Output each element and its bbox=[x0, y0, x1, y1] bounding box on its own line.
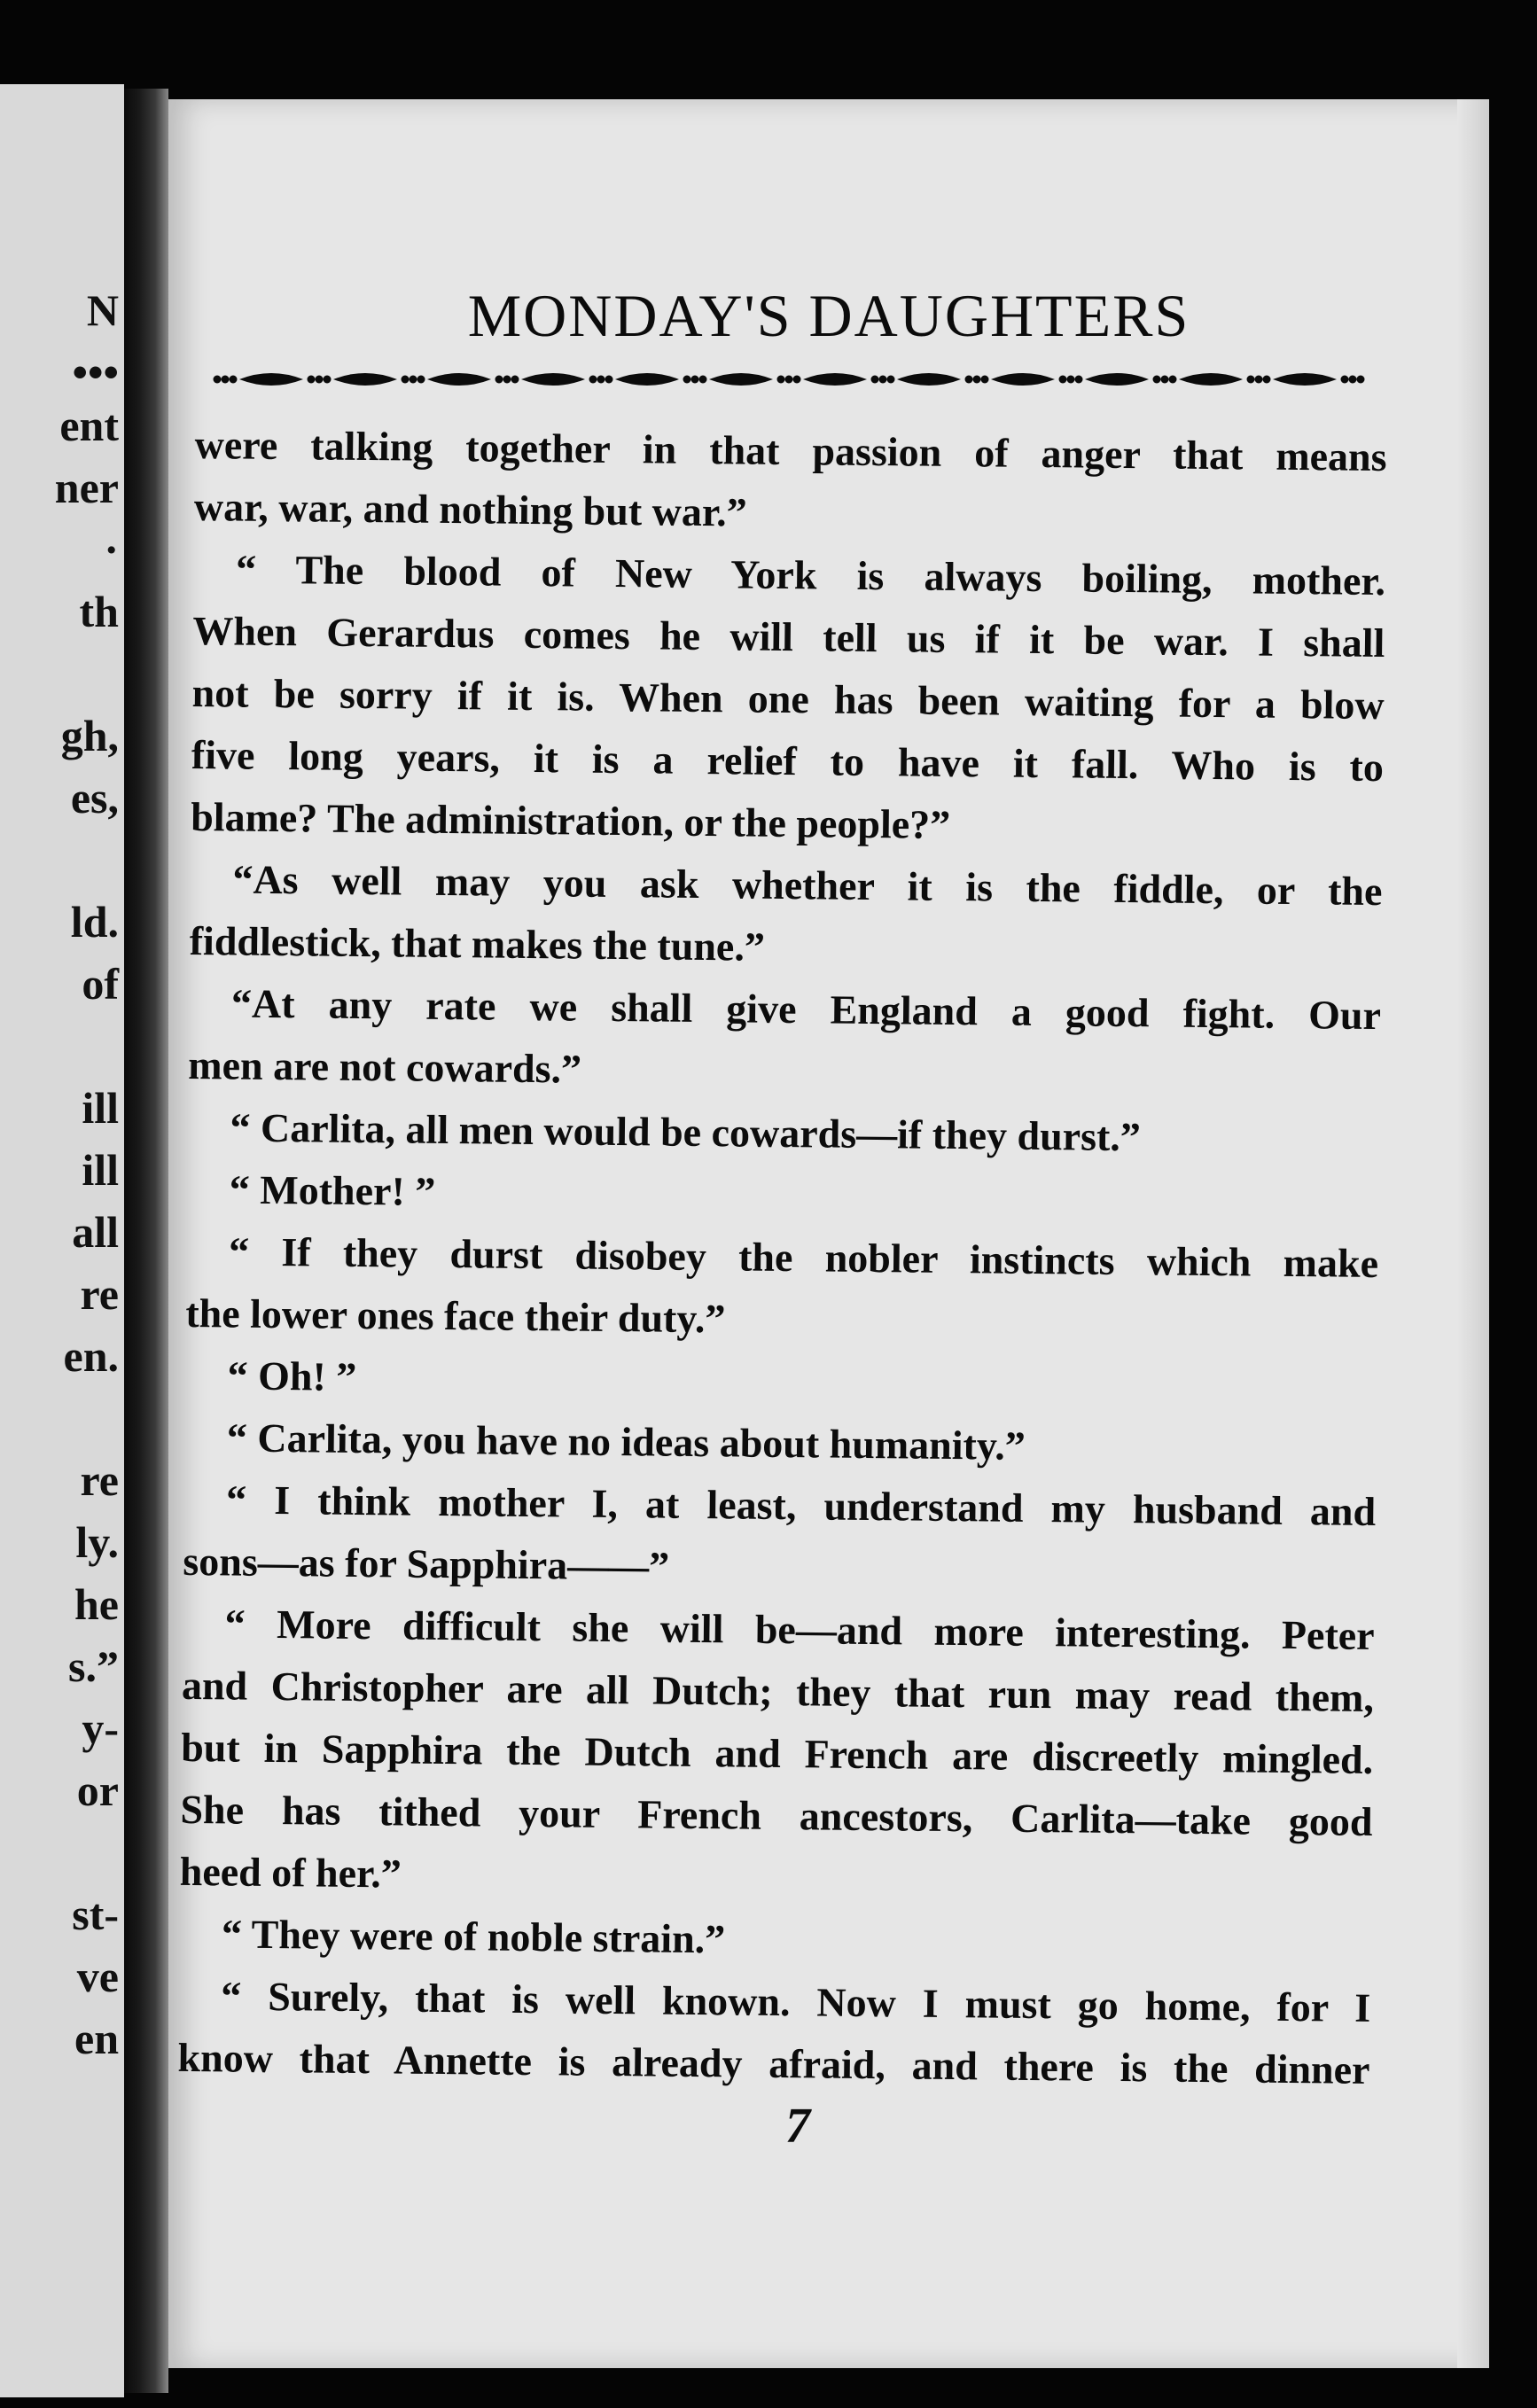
previous-page-fragment: ve bbox=[76, 1952, 119, 2001]
book-gutter bbox=[124, 89, 168, 2393]
previous-page-fragment: en bbox=[74, 2014, 119, 2063]
text-line: and Christopher are all Dutch; they that run may read them, bbox=[181, 1662, 1375, 1721]
previous-page-fragment: ill bbox=[82, 1145, 119, 1195]
text-line: “ More difficult she will be—and more interesting. Peter bbox=[224, 1601, 1375, 1659]
text-line: not be sorry if it is. When one has been waiting for a blow bbox=[191, 669, 1385, 729]
text-line: fiddlestick, that makes the tune.” bbox=[189, 917, 766, 970]
text-line: “ Oh! ” bbox=[227, 1352, 357, 1399]
text-line: “ Carlita, you have no ideas about humanity.” bbox=[226, 1414, 1026, 1469]
previous-page-fragment: es, bbox=[70, 773, 119, 822]
text-line: “As well may you ask whether it is the fiddle, or the bbox=[232, 856, 1383, 915]
text-line: sons—as for Sapphira——” bbox=[183, 1538, 670, 1589]
previous-page-edge bbox=[0, 84, 124, 2397]
previous-page-fragment: all bbox=[72, 1207, 119, 1257]
text-line: She has tithed your French ancestors, Carlita—take good bbox=[180, 1786, 1373, 1844]
previous-page-fragment: he bbox=[74, 1579, 119, 1629]
text-line: war, war, and nothing but war.” bbox=[193, 483, 747, 535]
body-text bbox=[177, 414, 1387, 2101]
text-line: “ Surely, that is well known. Now I must go home, for I bbox=[221, 1973, 1371, 2030]
previous-page-fragment: ill bbox=[82, 1083, 119, 1133]
text-line: men are not cowards.” bbox=[188, 1041, 582, 1092]
text-line: were talking together in that passion of anger that means bbox=[194, 421, 1387, 480]
text-line: “ I think mother I, at least, understand my husband and bbox=[225, 1477, 1377, 1535]
previous-page-fragment: ent bbox=[59, 401, 119, 450]
previous-page-fragment: · bbox=[104, 525, 119, 574]
previous-page-fragment: or bbox=[76, 1765, 119, 1815]
previous-page-fragment: gh, bbox=[60, 711, 119, 760]
previous-page-fragment: re bbox=[80, 1269, 119, 1319]
text-line: “ Carlita, all men would be cowards—if they durst.” bbox=[230, 1104, 1142, 1160]
previous-page-fragment: ••• bbox=[72, 347, 119, 397]
text-line: but in Sapphira the Dutch and French are discreetly mingled. bbox=[180, 1724, 1374, 1783]
text-line: When Gerardus comes he will tell us if it be war. I shall bbox=[192, 607, 1385, 666]
text-line: “At any rate we shall give England a good fight. Our bbox=[230, 980, 1382, 1039]
text-line: blame? The administration, or the people?” bbox=[190, 793, 951, 847]
running-head: MONDAY'S DAUGHTERS bbox=[467, 282, 1190, 349]
text-line: know that Annette is already afraid, and there is the dinner bbox=[177, 2034, 1370, 2092]
text-line: “ They were of noble strain.” bbox=[221, 1911, 726, 1962]
previous-page-fragment: ld. bbox=[70, 897, 119, 947]
previous-page-fragment: of bbox=[82, 959, 119, 1009]
text-line: “ The blood of New York is always boiling, mother. bbox=[235, 546, 1386, 604]
previous-page-fragment: N bbox=[86, 285, 119, 335]
ornamental-rule bbox=[213, 362, 1365, 397]
text-line: five long years, it is a relief to have it fall. Who is to bbox=[191, 731, 1385, 791]
previous-page-fragment: ly. bbox=[75, 1517, 119, 1567]
previous-page-fragment: st- bbox=[72, 1890, 119, 1939]
text-line: heed of her.” bbox=[179, 1848, 402, 1897]
book-page bbox=[168, 99, 1489, 2368]
previous-page-fragment: re bbox=[80, 1455, 119, 1505]
previous-page-fragment: ner bbox=[54, 463, 119, 512]
previous-page-fragment: s.” bbox=[68, 1641, 119, 1691]
text-line: “ If they durst disobey the nobler instincts which make bbox=[228, 1228, 1379, 1287]
text-line: “ Mother! ” bbox=[229, 1166, 436, 1214]
previous-page-fragment: y- bbox=[82, 1703, 119, 1753]
previous-page-fragment: en. bbox=[63, 1331, 119, 1381]
previous-page-fragment: th bbox=[79, 587, 119, 636]
text-line: the lower ones face their duty.” bbox=[185, 1290, 726, 1342]
page-number: 7 bbox=[785, 2099, 810, 2154]
